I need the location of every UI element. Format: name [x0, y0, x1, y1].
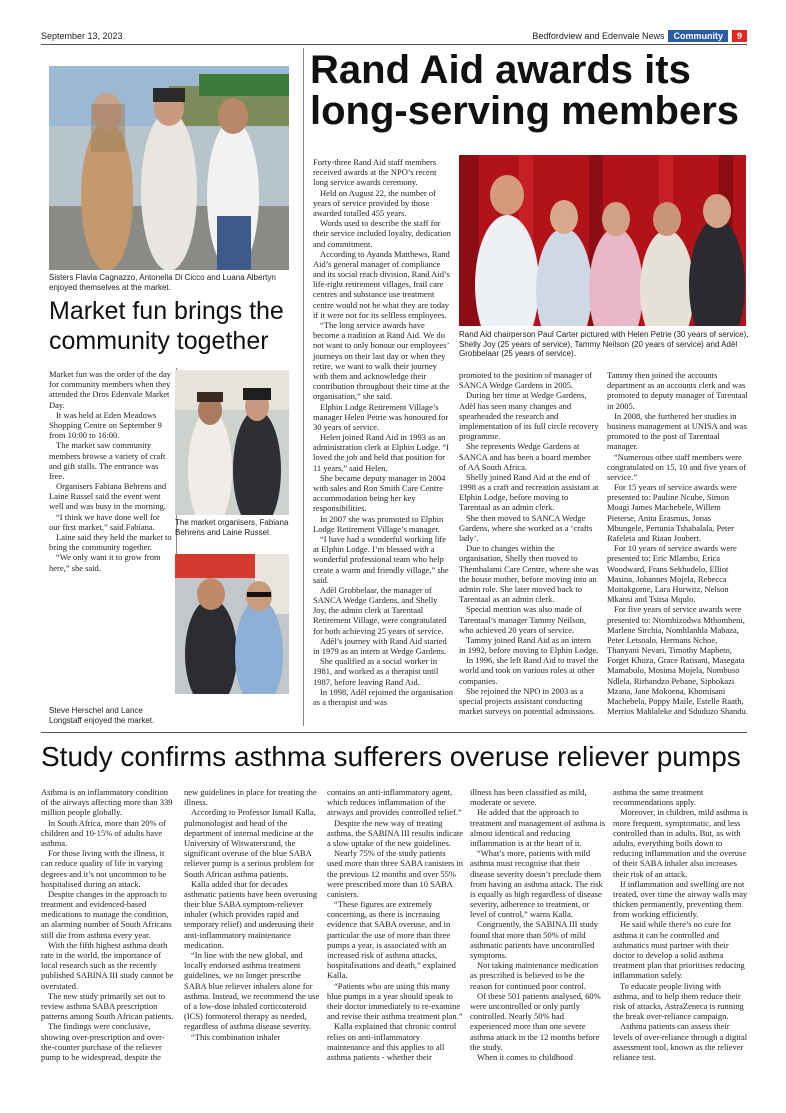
randaid-award-photo — [459, 155, 746, 326]
paragraph: Despite changes in the approach to treatment and evidenced-based medications to manage the condition, an alarming number of South Africans still die from asthma every year. — [41, 888, 172, 940]
paragraph: Adèl’s journey with Rand Aid started in 1979 as an intern at Wedge Gardens. — [313, 635, 447, 656]
paragraph: She qualified as a social worker in 1981, and worked as a therapist until 1987, before leaving Rand Aid. — [313, 656, 439, 687]
header-rule — [41, 44, 747, 45]
paragraph: “Patients who are using this many blue pumps in a year should speak to their doctor immediately to re-examine and revise their asthma treatment plan.” — [327, 980, 463, 1022]
paragraph: illness has been classified as mild, moderate or severe. — [470, 787, 587, 808]
column-divider — [303, 48, 304, 726]
paragraph: For those living with the illness, it can reduce quality of life in varying degrees and it’s not uncommon to be hospitalised during an attack. — [41, 848, 167, 889]
paragraph: Of these 501 patients analysed, 60% were uncontrolled or only partly controlled. Nearly 50% had experienced more than one severe asthma attack in the 12 months before the study. — [470, 990, 601, 1052]
paragraph: It was held at Eden Meadows Shopping Centre on September 9 from 10:00 to 16:00. — [49, 409, 162, 441]
paragraph: Laine said they held the market to bring the community together. — [49, 532, 172, 553]
paragraph: She became deputy manager in 2004 with sales and Ron Smith Care Centre accommodation being her key responsibilities. — [313, 472, 446, 514]
paragraph: In 2008, she furthered her studies in business management at UNISA and was promoted to the post of Tarentaal manager. — [607, 410, 747, 452]
paragraph: Due to changes within the organisation, Shelly then moved to Thembalami Care Centre, where she was the house mother, before moving into an admin role. She later moved back to Tarentaal as an admin clerk. — [459, 543, 599, 605]
paragraph: The market saw community members browse a variety of craft and gift stalls. The entrance was free. — [49, 440, 166, 481]
paragraph: “In line with the new global, and locally endorsed asthma treatment guidelines, we no longer prescribe SABA blue reliever inhalers alone for asthma. Instead, we recommend the use of a low-dose inhaled corticosteroid (ICS) formoterol therapy as needed, regardless of asthma disease severity. — [184, 950, 320, 1032]
randaid-column-2 — [459, 370, 599, 716]
randaid-column-1 — [313, 157, 453, 707]
section-rule — [41, 732, 747, 733]
paragraph: During her time at Wedge Gardens, Adèl has seen many changes and spearheaded the research and implementation of its full circle recovery programme. — [459, 390, 599, 442]
section-tab: Community — [668, 30, 728, 42]
publication-name: Bedfordview and Edenvale News — [532, 31, 665, 41]
market-photo-organisers — [175, 370, 289, 515]
study-column-4 — [470, 787, 606, 1062]
paragraph: “This combination inhaler — [191, 1031, 281, 1042]
paragraph: promoted to the position of manager of SANCA Wedge Gardens in 2005. — [459, 370, 593, 391]
market-photo-men — [175, 554, 289, 694]
paragraph: Shelly joined Rand Aid at the end of 1998 as a craft and recreation assistant at Elphin Lodge, before moving to Tarentaal as an admin clerk. — [459, 471, 599, 513]
study-column-5 — [613, 787, 749, 1062]
paragraph: asthma the same treatment recommendations apply. — [613, 787, 704, 808]
paragraph: Helen joined Rand Aid in 1993 as an administration clerk at Elphin Lodge. “I loved the job and held that position for 11 years,” said Helen. — [313, 432, 449, 473]
paragraph: Elphin Lodge Retirement Village’s manager Helen Petrie was honoured for 30 years of service. — [313, 401, 449, 432]
paragraph: Adèl Grobbelaar, the manager of SANCA Wedge Gardens, and Shelly Joy, the admin clerk at Tarentaal Retirement Village, were congratulated for both achieving 25 years of service. — [313, 584, 447, 636]
market-photo-organisers-caption: The market organisers, Fabiana Behrens and Laine Russel. — [175, 518, 289, 537]
randaid-column-3 — [607, 370, 749, 716]
paragraph: “We only want it to grow from here,” she said. — [49, 552, 161, 573]
paragraph: When it comes to childhood — [477, 1051, 573, 1062]
paragraph: “What’s more, patients with mild asthma must recognise that their disease severity doesn’t preclude them from having an asthma attack. The risk is equally as high regardless of disease severity, adherence to treatment, or level of control,” warns Kalla. — [470, 848, 603, 920]
market-photo-men-caption: Steve Herschel and Lance Longstaff enjoyed the market. — [49, 706, 155, 725]
paragraph: The findings were conclusive, showing over-prescription and over-the-counter purchase of the reliever pump to be widespread, despite the — [41, 1021, 165, 1062]
paragraph: Special mention was also made of Tarentaal’s manager Tammy Neilson, who achieved 20 years of service. — [459, 604, 587, 635]
randaid-headline: Rand Aid awards its long-serving members — [310, 48, 740, 134]
market-photo-sisters-caption: Sisters Flavia Cagnazzo, Antonella Di Cicco and Luana Albertyn enjoyed themselves at the market. — [49, 273, 276, 292]
market-headline: Market fun brings the community together — [49, 297, 284, 355]
paragraph: Asthma patients can assess their levels of over-reliance through a digital assessment tool, known as the reliever reliance test. — [613, 1021, 748, 1062]
paragraph: With the fifth highest asthma death rate in the world, the importance of local research such as the recently published SABINA III study cannot be overstated. — [41, 939, 174, 991]
paragraph: Asthma is an inflammatory condition of the airways affecting more than 339 million people globally. — [41, 787, 173, 818]
paragraph: She rejoined the NPO in 2003 as a special projects assistant conducting market surveys on potential admissions. — [459, 685, 596, 717]
paragraph: She then moved to SANCA Wedge Gardens, where she worked as a ‘crafts lady’. — [459, 512, 593, 543]
study-column-2 — [184, 787, 320, 1042]
paragraph: Tammy joined Rand Aid as an intern in 1992, before moving to Elphin Lodge. — [459, 634, 599, 656]
randaid-photo-caption: Rand Aid chairperson Paul Carter pictured with Helen Petrie (30 years of service), Shelly Joy (25 years of service), Tammy Neilson (20 years of service) and Adèl Grobbelaar (25 years of service). — [459, 330, 749, 359]
study-column-3 — [327, 787, 463, 1062]
paragraph: Kalla explained that chronic control relies on anti-inflammatory maintenance and this applies to all asthma patients - whether their — [327, 1021, 457, 1062]
paragraph: According to Ayanda Matthews, Rand Aid’s general manager of compliance and its social reach division, Rand Aid’s life-right retirement villages, frail care centres and substance use treatment centre would not be what they are today if it were not for its selfless employees. — [313, 248, 450, 320]
paragraph: In 1996, she left Rand Aid to travel the world and took on various roles at other companies. — [459, 655, 599, 686]
issue-date: September 13, 2023 — [41, 31, 123, 41]
paragraph: For 10 years of service awards were presented to: Eric Mlambo, Erica Woodward, Frans Sekhudelo, Elliot Masina, Johannes Mojela, Rebecca Moitakgome, Lara Hurwitz, Nelson Mkansi and Tsitsa Mqulo. — [607, 543, 737, 605]
study-headline: Study confirms asthma sufferers overuse reliever pumps — [41, 741, 741, 772]
paragraph: Not taking maintenance medication as prescribed is believed to be the reason for continued poor control. — [470, 960, 599, 991]
paragraph: Moreover, in children, mild asthma is more frequent, symptomatic, and less controlled than in adults. But, as with adults, everything boils down to reducing inflammation and the overuse of their SABA inhaler also increases their risk of an attack. — [613, 807, 748, 879]
paragraph: In 1998, Adèl rejoined the organisation as a therapist and was — [313, 686, 453, 707]
paragraph: “I think we have done well for our first market,” said Fabiana. — [49, 511, 160, 532]
paragraph: “I have had a wonderful working life at Elphin Lodge. I’m blessed with a wonderful professional team who help create a warm and friendly village,” she said. — [313, 533, 449, 585]
paragraph: new guidelines in place for treating the illness. — [184, 787, 317, 808]
paragraph: “Numerous other staff members were congratulated on 15, 10 and five years of service.” — [607, 451, 747, 482]
paragraph: Tammy then joined the accounts department as an accounts clerk and was promoted to deputy manager of Tarentaal in 2005. — [607, 370, 748, 411]
paragraph: In South Africa, more than 20% of children and 10-15% of adults have asthma. — [41, 817, 166, 848]
paragraph: He said while there’s no cure for asthma it can be controlled and asthmatics must partner with their doctor to develop a solid asthma treatment plan that prioritises reducing inflammation safely. — [613, 919, 745, 981]
paragraph: Congruently, the SABINA III study found that more than 50% of mild asthmatic patients have uncontrolled symptoms. — [470, 919, 599, 960]
masthead — [532, 30, 747, 42]
paragraph: Market fun was the order of the day for community members when they attended the Dros Edenvale Market Day. — [49, 369, 172, 410]
paragraph: Organisers Fabiana Behrens and Laine Russel said the event went well and was busy in the morning. — [49, 481, 167, 512]
paragraph: In 2007 she was promoted to Elphin Lodge Retirement Village’s manager. — [313, 513, 444, 534]
paragraph: Nearly 75% of the study patients used more than three SABA canisters in the previous 12 months and over 55% were prescribed more than 10 SABA canisters. — [327, 848, 463, 899]
paragraph: For 15 years of service awards were presented to: Pauline Ncube, Simon Moagi James Machebele, Willem Pieterse, Anita Erasmus, Jonas Mbungele, Pertunia Tshabalala, Peter Rafeleta and Riaan Joubert. — [607, 482, 737, 543]
paragraph: Held on August 22, the number of years of service provided by those awarded totalled 455 years. — [313, 187, 436, 218]
market-photo-sisters — [49, 66, 289, 270]
study-column-1 — [41, 787, 177, 1062]
paragraph: contains an anti-inflammatory agent, which reduces inflammation of the airways and provides controlled relief.” — [327, 787, 462, 818]
paragraph: He added that the approach to treatment and management of asthma is almost identical and reducing inflammation is at the heart of it. — [470, 807, 606, 848]
paragraph: Kalla added that for decades asthmatic patients have been overusing their blue SABA symptom-reliever inhaler (which provides rapid and temporary relief) and underusing their anti-inflammatory maintenance medication. — [184, 878, 318, 950]
paragraph: She represents Wedge Gardens at SANCA and has been a board member of AA South Africa. — [459, 441, 591, 472]
paragraph: For five years of service awards were presented to: Ntombizodwa Mthombeni, Marlene Sirchia, Nomhlanhla Mabaza, Peter Letsoalo, Hermans Nchoe, Thanyani Nevari, Timothy Mapheto, Forget Khoza, Grace Ratisani, Masegata Mamabolo, Mosima Mojela, Nombuso Ndlela, Rirhandzo Pebane, Siphokazi Mzana, Jane Mokoena, Khomisani Machebela, Poppy Maile, Estelle Raath, Merrios Mahlaleke and Sduduzo Shandu. — [607, 604, 748, 717]
page-number: 9 — [732, 30, 747, 42]
market-article-body — [49, 369, 173, 573]
paragraph: According to Professor Ismail Kalla, pulmonologist and head of the department of internal medicine at the University of Witwatersrand, the significant overuse of the blue SABA reliever pump is a serious problem for South African asthma patients. — [184, 807, 316, 879]
paragraph: Forty-three Rand Aid staff members received awards at the NPO’s recent long service awards ceremony. — [313, 157, 437, 188]
paragraph: The new study primarily set out to review asthma SABA prescription patterns among South African patients. — [41, 990, 174, 1022]
paragraph: “These figures are extremely concerning, as there is increasing evidence that SABA overuse, and in particular the use of more than three pumps a year, is associated with an increased risk of asthma attacks, hospitalisations and death,” explained Kalla. — [327, 899, 456, 981]
paragraph: “The long service awards have become a tradition at Rand Aid. We do not want to only honour our employees’ journeys on their last day or when they retire, we want to walk their journey with them and acknowledge their contribution throughout their time at the organisation,” she said. — [313, 320, 450, 402]
paragraph: To educate people living with asthma, and to help them reduce their risk of attacks, AstraZeneca is running the break over-reliance campaign. — [613, 980, 744, 1022]
paragraph: Words used to describe the staff for their service included loyalty, dedication and commitment. — [313, 218, 451, 249]
paragraph: If inflammation and swelling are not treated, over time the airway walls may thicken permanently, preventing them from working efficiently. — [613, 878, 748, 920]
paragraph: Despite the new way of treating asthma, the SABINA III results indicate a slow uptake of the new guidelines. — [327, 817, 463, 848]
